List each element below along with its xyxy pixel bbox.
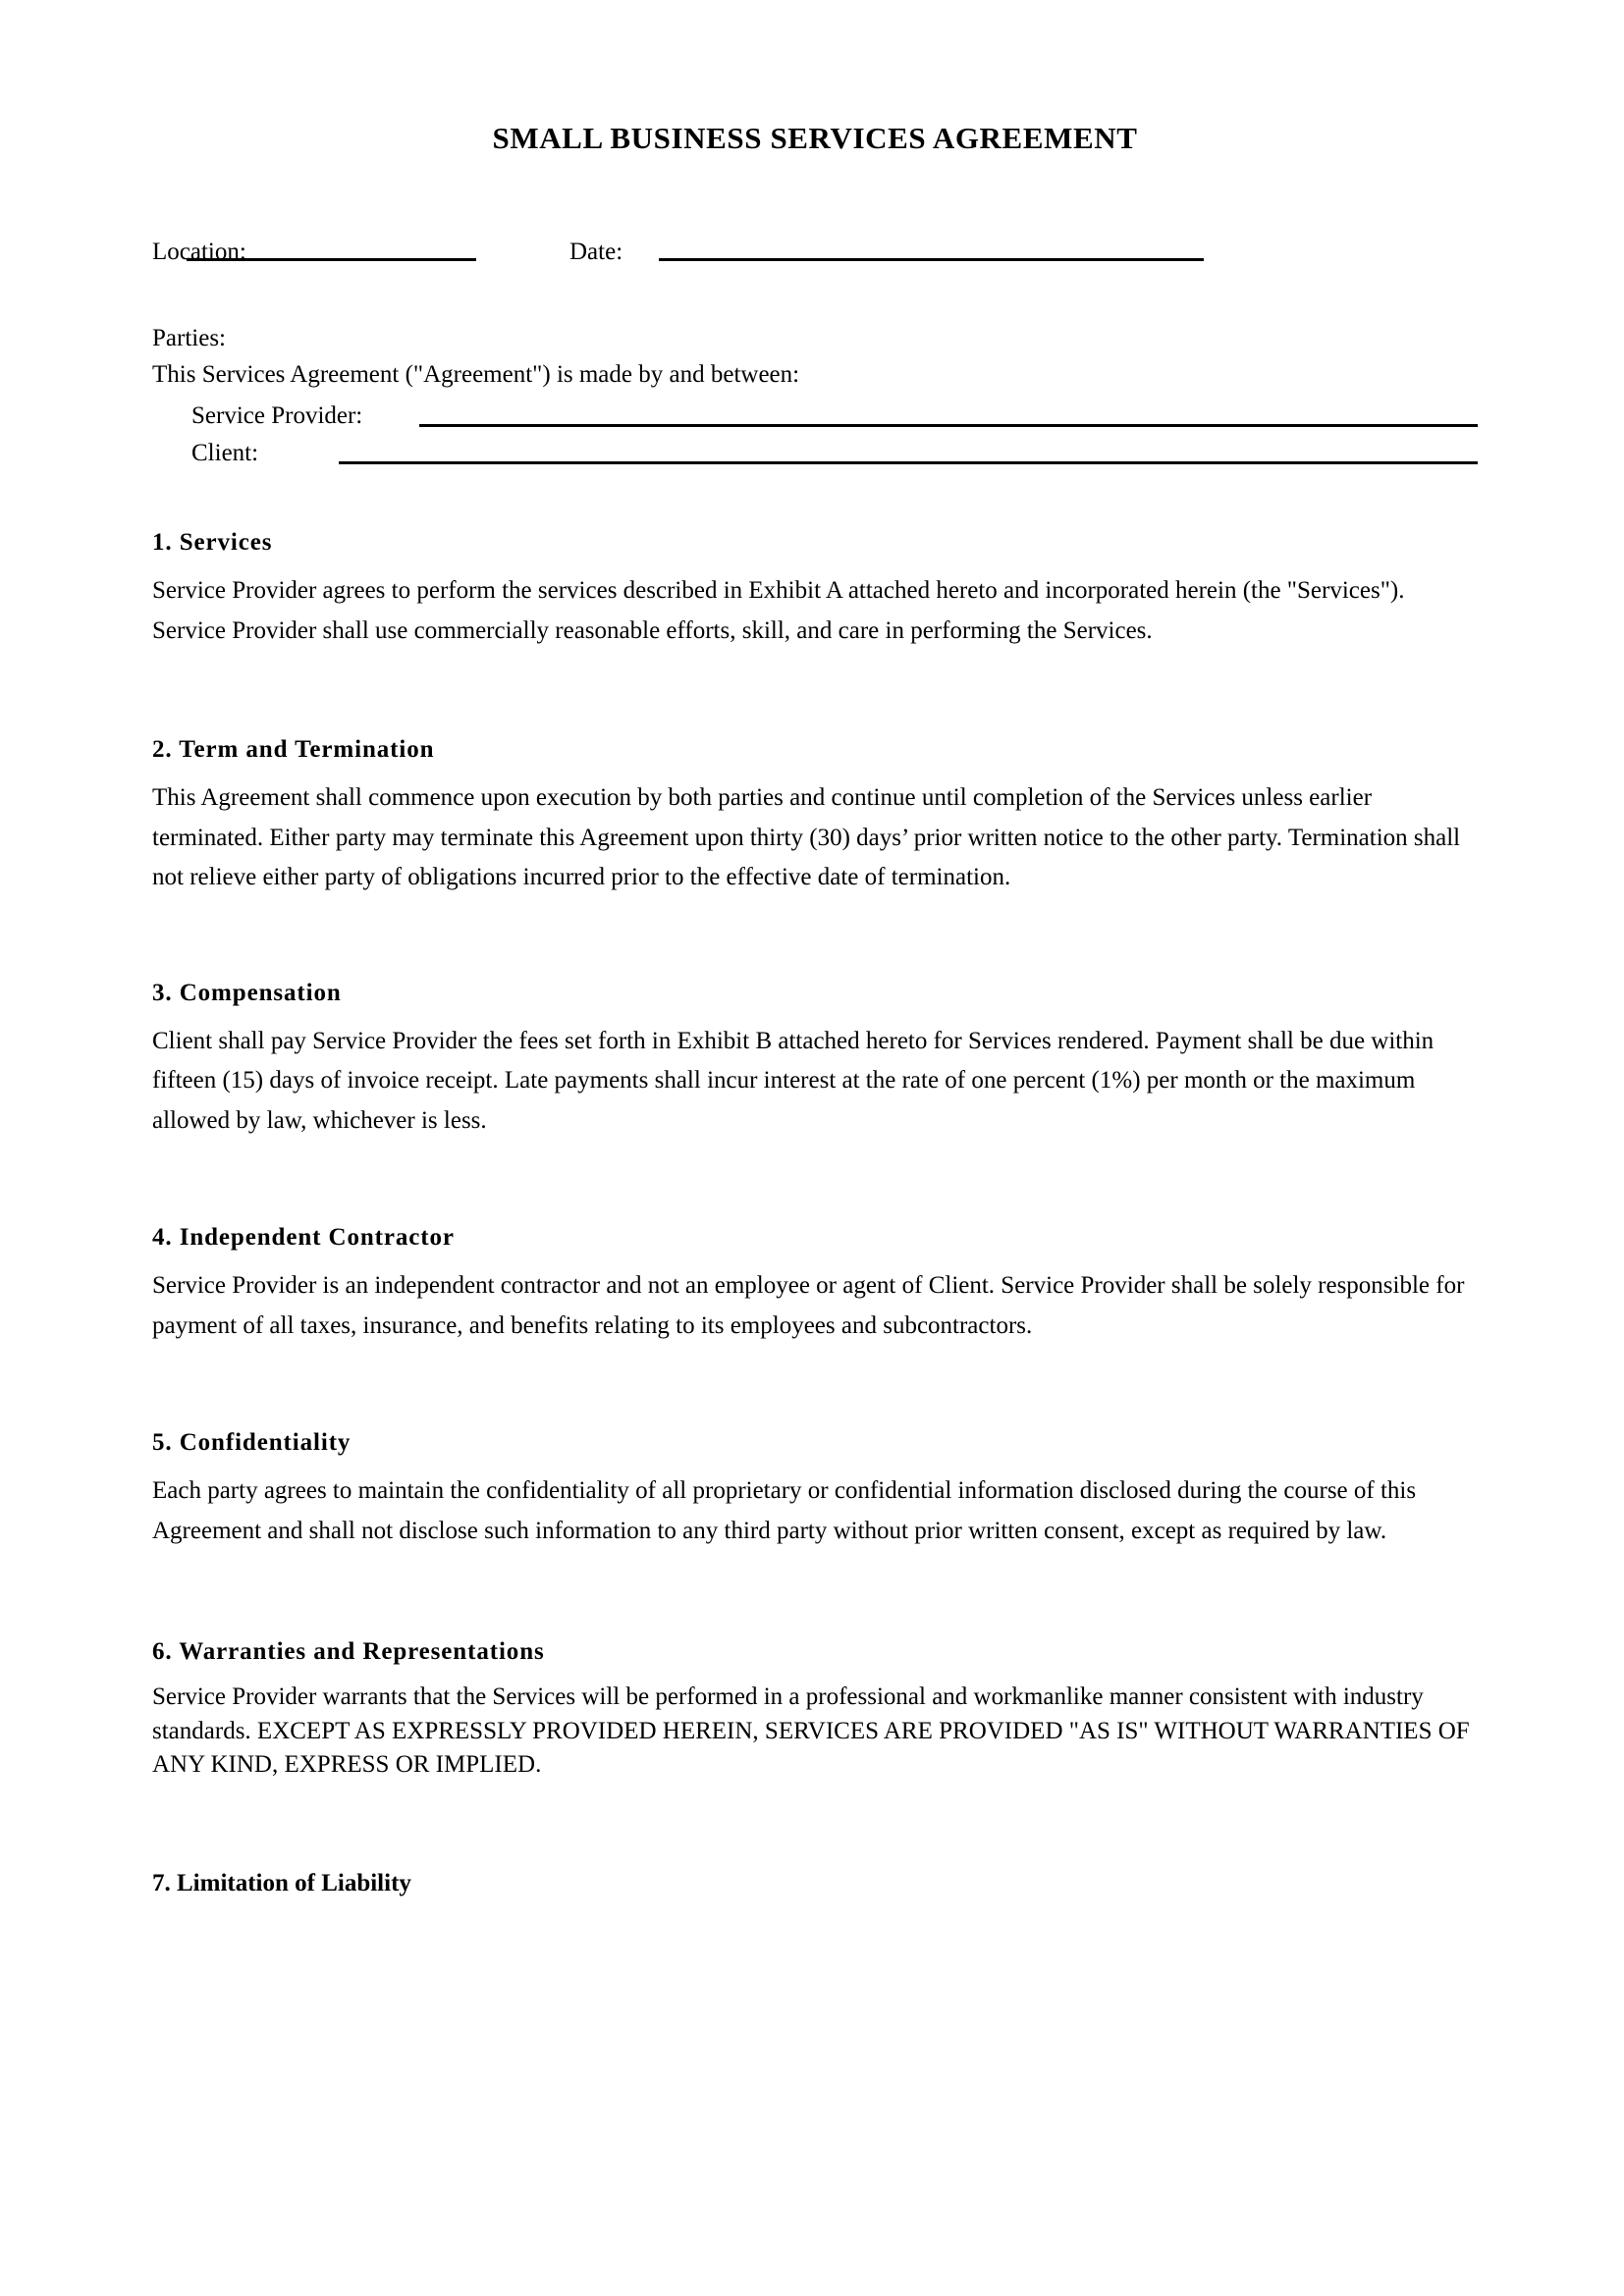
section-heading: 6. Warranties and Representations: [152, 1638, 545, 1666]
section-body: This Agreement shall commence upon execution by both parties and continue until completion of the Services unless earlier terminated. Either party may terminate this Agreement upon thirty (30) days’ prior written notice to the other party. Termination shall not relieve either party of obligations incurred prior to the effective date of termination.: [152, 784, 1461, 891]
section-heading: 2. Term and Termination: [152, 736, 435, 764]
section-heading: 7. Limitation of Liability: [152, 1869, 411, 1896]
section-body: Service Provider agrees to perform the services described in Exhibit A attached hereto and incorporated herein (the "Services"). Service Provider shall use commercially reasonable efforts, skill, and care in performing the Services.: [152, 577, 1405, 644]
section-term-and-termination: [152, 735, 1478, 898]
service-provider-row: [152, 393, 1478, 430]
client-label: Client:: [191, 440, 259, 467]
document-content: [152, 0, 1478, 1912]
section-heading: 5. Confidentiality: [152, 1429, 352, 1457]
section-body: Each party agrees to maintain the confidentiality of all proprietary or confidential information disclosed during the course of this Agreement and shall not disclose such information to any third party without prior written consent, except as required by law.: [152, 1477, 1417, 1544]
client-input[interactable]: [339, 461, 1478, 464]
service-provider-input[interactable]: [419, 424, 1478, 427]
parties-block: [152, 321, 1478, 393]
section-body: Client shall pay Service Provider the fees set forth in Exhibit B attached hereto for Services rendered. Payment shall be due within fifteen (15) days of invoice receipt. Late payments shall incur interest at the rate of one percent (1%) per month or the maximum allowed by law, whichever is less.: [152, 1027, 1435, 1134]
section-confidentiality: [152, 1428, 1478, 1551]
section-compensation: [152, 979, 1478, 1142]
client-row: [152, 430, 1478, 467]
section-services: [152, 528, 1478, 651]
date-input[interactable]: [659, 258, 1204, 261]
location-input[interactable]: [187, 258, 476, 261]
page-title: SMALL BUSINESS SERVICES AGREEMENT: [492, 121, 1138, 155]
section-warranties-and-representations: [152, 1637, 1478, 1783]
section-independent-contractor: [152, 1223, 1478, 1346]
section-limitation-of-liability: [152, 1869, 1478, 1898]
service-provider-label: Service Provider:: [191, 402, 363, 430]
section-body: Service Provider warrants that the Services will be performed in a professional and workmanlike manner consistent with industry standards. EXCEPT AS EXPRESSLY PROVIDED HEREIN, SERVICES ARE PROVIDED "AS IS" WITHOUT WARRANTIES OF ANY KIND, EXPRESS OR IMPLIED.: [152, 1683, 1470, 1779]
parties-heading: Parties:: [152, 325, 226, 352]
section-body: Service Provider is an independent contractor and not an employee or agent of Client. Service Provider shall be solely responsible for payment of all taxes, insurance, and benefits relating to its employees and subcontractors.: [152, 1272, 1465, 1339]
section-heading: 3. Compensation: [152, 979, 342, 1006]
section-heading: 1. Services: [152, 529, 273, 557]
date-label: Date:: [569, 239, 623, 266]
section-heading: 4. Independent Contractor: [152, 1224, 455, 1252]
parties-intro-text: This Services Agreement ("Agreement") is made by and between:: [152, 360, 800, 388]
location-date-row: Location: Date:: [152, 231, 1478, 264]
